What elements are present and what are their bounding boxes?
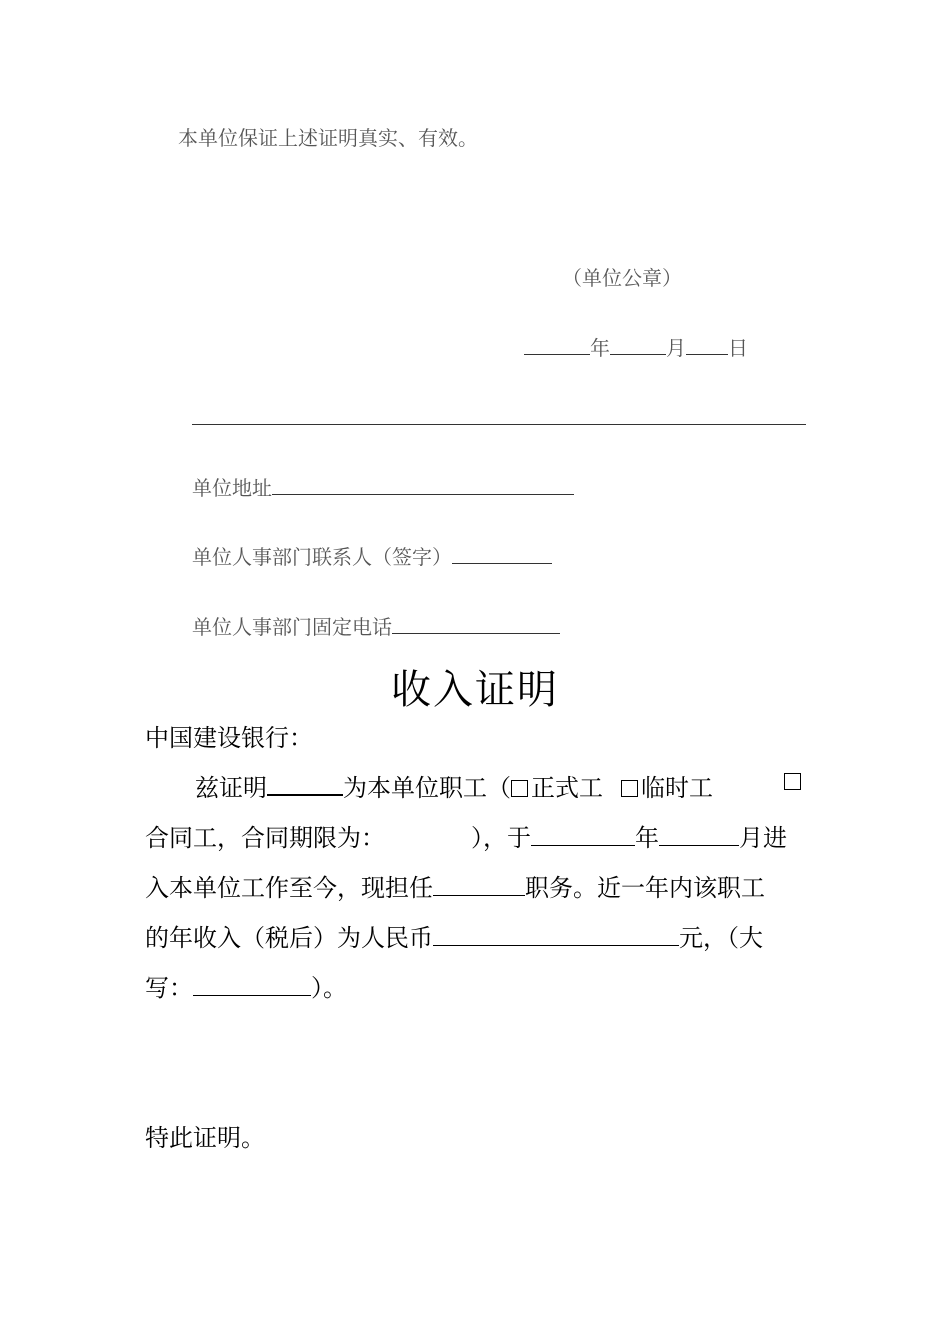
- certificate-title: 收入证明: [391, 667, 559, 713]
- join-month-label: 月进: [739, 824, 787, 852]
- join-year-label: 年: [635, 824, 659, 852]
- month-blank[interactable]: [610, 336, 666, 355]
- addressee: 中国建设银行：: [145, 724, 313, 752]
- day-label: 日: [728, 336, 748, 360]
- join-month-blank[interactable]: [659, 827, 739, 846]
- hr-phone-row: [192, 611, 560, 640]
- join-year-blank[interactable]: [531, 827, 635, 846]
- month-label: 月: [666, 336, 686, 360]
- closing-text: 特此证明。: [145, 1124, 265, 1152]
- body-line-3: [145, 868, 765, 903]
- body-line-4: [145, 918, 763, 953]
- year-label: 年: [590, 336, 610, 360]
- unit-address-field[interactable]: [272, 476, 574, 495]
- certify-prefix: 兹证明: [195, 774, 267, 802]
- employee-name-blank[interactable]: [267, 774, 343, 796]
- income-amount-blank[interactable]: [433, 927, 679, 946]
- hr-phone-label: 单位人事部门固定电话: [192, 615, 392, 639]
- hr-contact-row: [192, 541, 552, 570]
- annual-income-intro: 职务。近一年内该职工: [525, 874, 765, 902]
- unit-seal-label: （单位公章）: [562, 266, 682, 290]
- unit-address-label: 单位地址: [192, 476, 272, 500]
- position-blank[interactable]: [433, 877, 525, 896]
- date-line: [524, 332, 748, 361]
- body-line-2: [145, 818, 787, 853]
- joined-label: ），于: [471, 824, 531, 852]
- hr-contact-label: 单位人事部门联系人（签字）: [192, 545, 452, 569]
- employee-statement: 为本单位职工（: [343, 774, 511, 802]
- guarantee-text: 本单位保证上述证明真实、有效。: [178, 126, 478, 150]
- body-line-5: [145, 968, 347, 1003]
- checkbox-contract[interactable]: [784, 773, 801, 790]
- hr-phone-field[interactable]: [392, 615, 560, 634]
- unit-address-row: [192, 472, 574, 501]
- body-line-1-checkbox-contract: [784, 773, 804, 793]
- capital-amount-close: ）。: [311, 974, 347, 1002]
- income-unit-label: 元，（大: [679, 924, 763, 952]
- year-blank[interactable]: [524, 336, 590, 355]
- checkbox-regular[interactable]: [511, 780, 528, 797]
- income-label: 的年收入（税后）为人民币: [145, 924, 433, 952]
- body-line-1: [195, 768, 713, 803]
- hr-contact-field[interactable]: [452, 545, 552, 564]
- capital-amount-blank[interactable]: [193, 977, 311, 996]
- capital-amount-label: 写：: [145, 974, 193, 1002]
- divider-line: [192, 424, 806, 425]
- option-regular-label: 正式工: [531, 774, 603, 802]
- day-blank[interactable]: [686, 336, 728, 355]
- contract-term-label: 合同工，合同期限为：: [145, 824, 385, 852]
- checkbox-temporary[interactable]: [621, 780, 638, 797]
- option-temporary-label: 临时工: [641, 774, 713, 802]
- position-label: 入本单位工作至今，现担任: [145, 874, 433, 902]
